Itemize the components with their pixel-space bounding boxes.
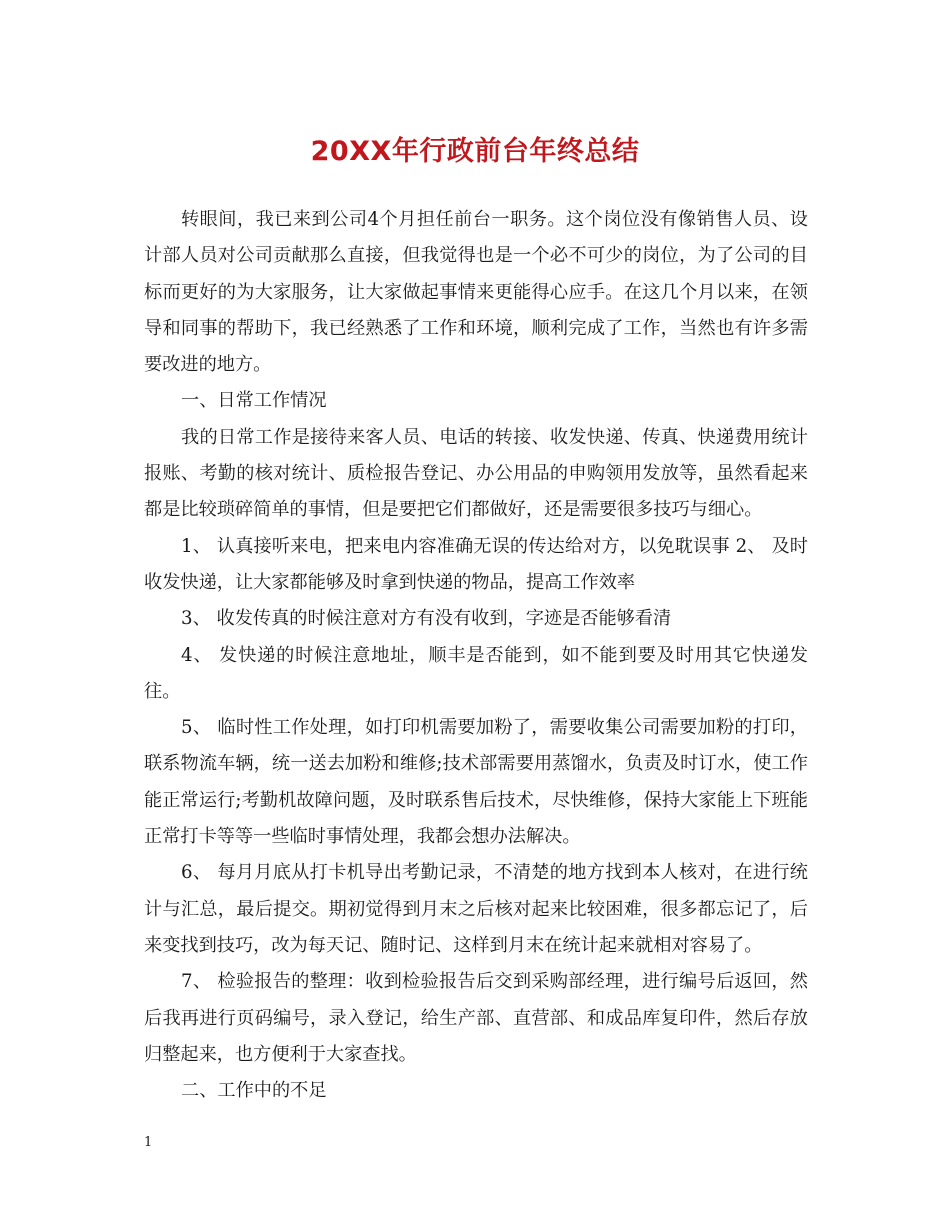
paragraph-daily-work: 我的日常工作是接待来客人员、电话的转接、收发快递、传真、快递费用统计报账、考勤的核对统计、质检报告登记、办公用品的申购领用发放等，虽然看起来都是比较琐碎简单的事情，但是要把它们都做好，还是需要很多技巧与细心。: [144, 426, 808, 521]
list-item-4: 4、 发快递的时候注意地址，顺丰是否能到，如不能到要及时用其它快递发往。: [144, 644, 808, 702]
document-title: 20XX年行政前台年终总结: [310, 136, 640, 167]
list-item-7: 7、 检验报告的整理：收到检验报告后交到采购部经理，进行编号后返回，然后我再进行页码编号，录入登记，给生产部、直营部、和成品库复印件，然后存放归整起来，也方便利于大家查找。: [144, 971, 808, 1065]
list-item-1-2: 1、 认真接听来电，把来电内容准确无误的传达给对方，以免耽误事 2、 及时收发快递，让大家都能够及时拿到快递的物品，提高工作效率: [144, 535, 808, 593]
section-heading-daily-work: 一、日常工作情况: [181, 390, 327, 412]
list-item-6: 6、 每月月底从打卡机导出考勤记录，不清楚的地方找到本人核对，在进行统计与汇总，最后提交。期初觉得到月末之后核对起来比较困难，很多都忘记了，后来变找到技巧，改为每天记、随时记、这样到月末在统计起来就相对容易了。: [144, 862, 808, 956]
list-item-5: 5、 临时性工作处理，如打印机需要加粉了，需要收集公司需要加粉的打印，联系物流车辆，统一送去加粉和维修;技术部需要用蒸馏水，负责及时订水，使工作能正常运行;考勤机故障问题，及时联系售后技术，尽快维修，保持大家能上下班能正常打卡等等一些临时事情处理，我都会想办法解决。: [144, 717, 808, 848]
paragraph-intro: 转眼间，我已来到公司4个月担任前台一职务。这个岗位没有像销售人员、设计部人员对公司贡献那么直接，但我觉得也是一个必不可少的岗位，为了公司的目标而更好的为大家服务，让大家做起事情来更能得心应手。在这几个月以来，在领导和同事的帮助下，我已经熟悉了工作和环境，顺利完成了工作，当然也有许多需要改进的地方。: [144, 209, 808, 376]
page-number: 1: [144, 1135, 153, 1150]
list-item-3: 3、 收发传真的时候注意对方有没有收到，字迹是否能够看清: [181, 608, 672, 630]
section-heading-shortcomings: 二、工作中的不足: [181, 1080, 327, 1102]
document-body: [144, 202, 808, 1109]
